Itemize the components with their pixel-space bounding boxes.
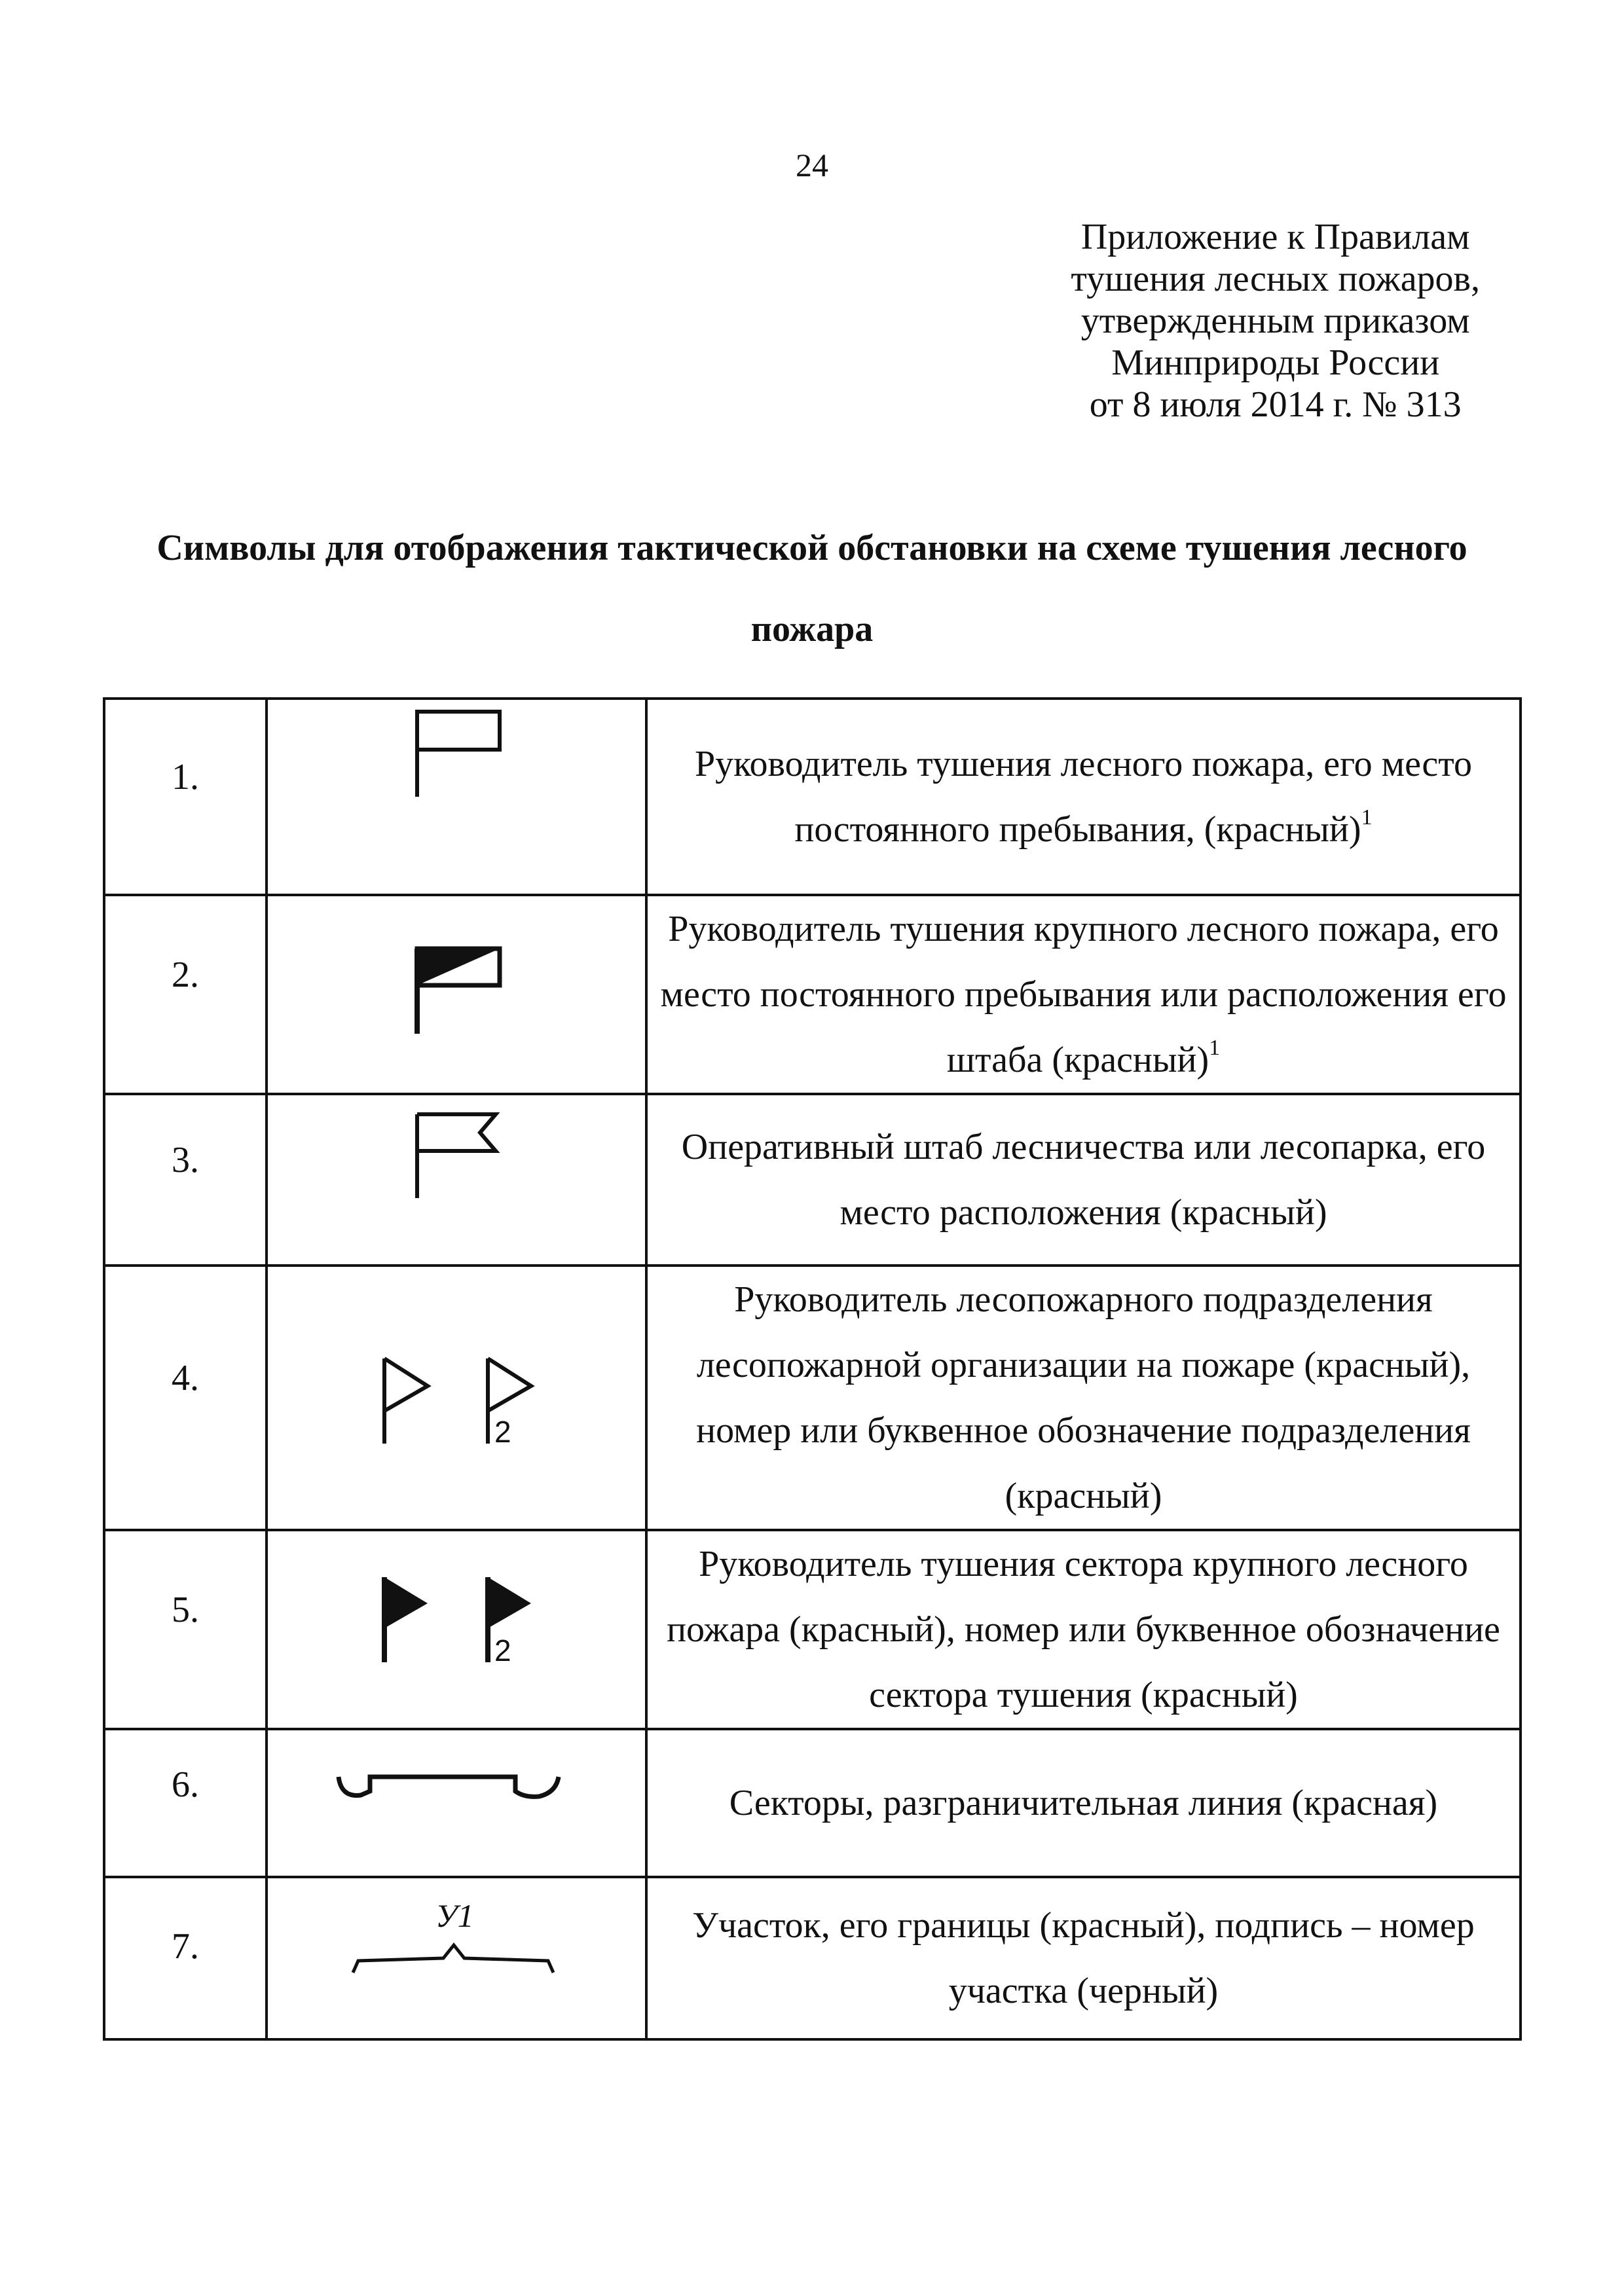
symbol-cell bbox=[267, 895, 646, 1094]
sector-boundary-line-icon bbox=[325, 1751, 587, 1829]
half-filled-flag-icon bbox=[391, 922, 522, 1053]
document-title bbox=[105, 527, 1519, 650]
symbol-cell bbox=[267, 1094, 646, 1266]
footnote-ref: 1 bbox=[1361, 805, 1373, 830]
section-number-label: У1 bbox=[435, 1897, 474, 1934]
symbol-description: Секторы, разграничительная линия (красная) bbox=[646, 1729, 1521, 1877]
symbol-description: Руководитель лесопожарного подразделения лесопожарной организации на пожаре (красный), номер или буквенное обозначение подразделения (красный) bbox=[646, 1266, 1521, 1530]
symbols-table bbox=[103, 697, 1522, 2041]
appendix-note bbox=[1071, 216, 1480, 426]
table-row bbox=[104, 699, 1521, 895]
appendix-line: Приложение к Правилам bbox=[1080, 217, 1470, 257]
symbol-description: Руководитель тушения лесного пожара, его место постоянного пребывания, (красный)$^1$ bbox=[646, 699, 1521, 895]
symbol-cell bbox=[267, 1530, 646, 1729]
symbol-description: Руководитель тушения крупного лесного пожара, его место постоянного пребывания или расположения его штаба (красный)$^1$ bbox=[646, 895, 1521, 1094]
table-row bbox=[104, 1530, 1521, 1729]
appendix-line: тушения лесных пожаров, bbox=[1071, 259, 1480, 299]
row-number: 7. bbox=[104, 1877, 267, 2039]
row-number: 5. bbox=[104, 1530, 267, 1729]
row-number: 2. bbox=[104, 895, 267, 1094]
page-number: 24 bbox=[796, 147, 828, 183]
row-number: 3. bbox=[104, 1094, 267, 1266]
symbol-cell bbox=[267, 1877, 646, 2039]
row-number: 4. bbox=[104, 1266, 267, 1530]
table-row bbox=[104, 1266, 1521, 1530]
footnote-ref: 1 bbox=[1209, 1036, 1221, 1061]
row-number: 1. bbox=[104, 699, 267, 895]
symbol-cell bbox=[267, 699, 646, 895]
swallowtail-flag-icon bbox=[391, 1095, 522, 1226]
sector-number-label: 2 bbox=[494, 1633, 511, 1667]
symbol-description: Оперативный штаб лесничества или лесопарка, его место расположения (красный) bbox=[646, 1094, 1521, 1266]
table-row bbox=[104, 1729, 1521, 1877]
open-rectangular-flag-icon bbox=[391, 705, 522, 836]
symbol-description: Участок, его границы (красный), подпись – номер участка (черный) bbox=[646, 1877, 1521, 2039]
document-title-line1: Символы для отображения тактической обстановки на схеме тушения лесного bbox=[157, 528, 1467, 568]
appendix-line: утвержденным приказом bbox=[1080, 301, 1470, 341]
open-triangle-pennant-icon bbox=[345, 1339, 568, 1470]
row-number: 6. bbox=[104, 1729, 267, 1877]
appendix-line: от 8 июля 2014 г. № 313 bbox=[1089, 384, 1462, 425]
table-row bbox=[104, 1877, 1521, 2039]
table-row bbox=[104, 1094, 1521, 1266]
filled-triangle-pennant-icon bbox=[345, 1558, 568, 1688]
document-title-line2: пожара bbox=[750, 609, 874, 649]
table-row bbox=[104, 895, 1521, 1094]
appendix-line: Минприроды России bbox=[1111, 342, 1440, 383]
subdivision-number-label: 2 bbox=[494, 1415, 511, 1449]
symbol-cell bbox=[267, 1729, 646, 1877]
symbol-cell bbox=[267, 1266, 646, 1530]
section-boundary-brace-icon bbox=[339, 1893, 574, 1997]
symbol-description: Руководитель тушения сектора крупного лесного пожара (красный), номер или буквенное обозначение сектора тушения (красный) bbox=[646, 1530, 1521, 1729]
